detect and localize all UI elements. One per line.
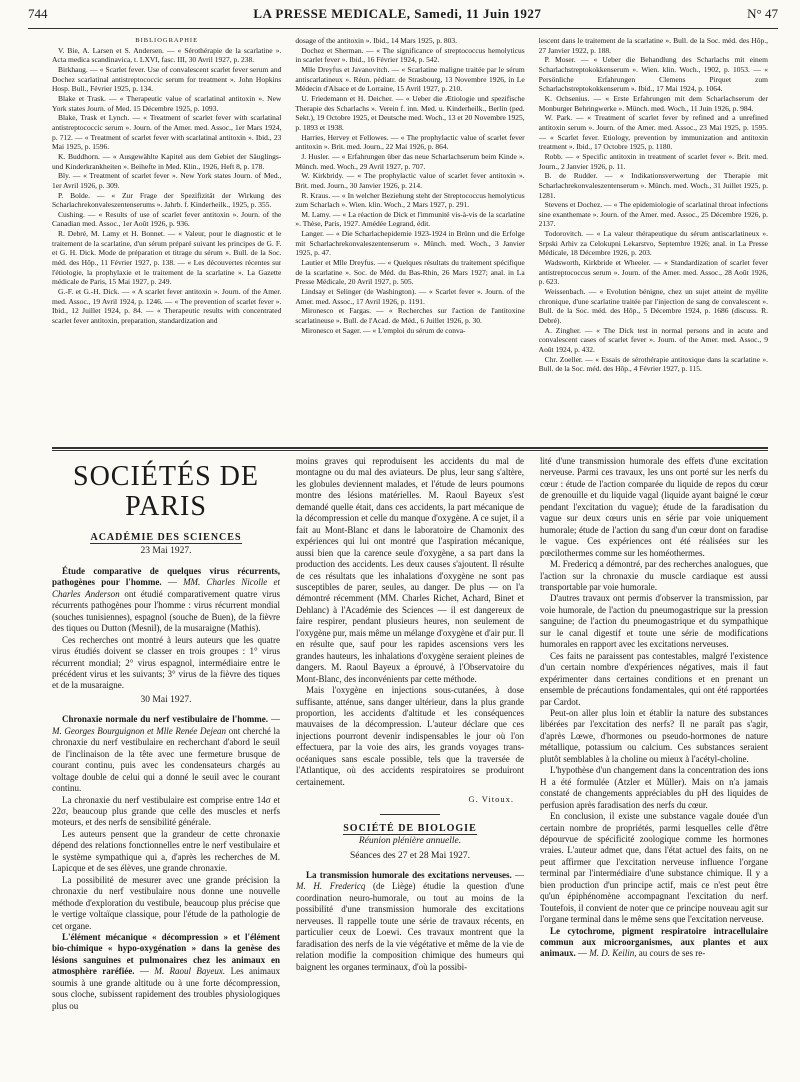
bibliography-list-1 [52,46,281,326]
bibliography-entry: P. Bolde. — « Zur Frage der Spezifizität der Wirkung des Scharlachrekonvaleszentenserums ». Jahrb. f. Kinderheilk., 1925, p. 355. [52,190,282,210]
societes-column-2 [296,456,524,1076]
article-title: Le cytochrome, pigment respiratoire intracellulaire commun aux microorganismes, aux plantes et aux animaux. [540,925,768,959]
section-divider [52,447,768,449]
bibliography-entry: J. Husler. — « Erfahrungen über das neue Scharlachserum beim Kinde ». Münch. med. Woch., 29 Avril 1927, p. 707. [295,151,525,171]
article-title: Étude comparative de quelques virus récurrents, pathogènes pour l'homme. [52,565,280,588]
bibliography-entry: Bly. — « Treatment of scarlet fever ». New York states Journ. of Med., 1er Avril 1926, p. 309. [52,171,282,190]
article-authors: M. Raoul Bayeux. [154,966,226,977]
article-paragraph: Mais l'oxygène en injections sous-cutanées, à dose suffisante, atténue, sans danger ultérieur, dans la plus grande proportion, les accidents d'altitude et les conséquences mauvaises de la décompression. L'auteur déclare que ces injections pourront devenir indispensables le jour où l'on effectuera, par la voie des airs, les grands voyages trans-océaniques sans escale possible, tels que la traversée de l'Atlantique, où des accidents respiratoires se produiront certainement. [296,685,524,787]
bibliography-entry: Langer. — « Die Scharlachepidemie 1923-1924 in Brünn und die Erfolge mit Scharlachrekonvaleszentenserum ». Münch. med. Woch., 3 Janvier 1925, p. 47. [295,229,525,258]
article-paragraph: Étude comparative de quelques virus récurrents, pathogènes pour l'homme. — MM. Charles Nicolle et Charles Anderson ont étudié comparativement quatre virus récurrents pathogènes pour l'homme : virus récurrent mondial (souches tunisiennes), espagnol (souche de Buen), de la fièvre des tiques ou Dutton (Mesnil), de la musaraigne (Mathis). [52,565,280,634]
article-paragraph: lité d'une transmission humorale des effets d'une excitation nerveuse. Parmi ces travaux, les uns ont porté sur les nerfs du cœur : étude de l'action comparée du liquide de repos du cœur de grenouille et du liquide vagal (liquide ayant baigné le cœur pendant l'excitation du vague); étude de la faradisation du vague sur deux cœurs unis en série par voie uniquement humorale; étude de l'action du sang d'un cœur dont on faradise le vague. Ces expériences ont été réalisées sur les pœcilothermes comme sur les homéothermes. [540,456,768,558]
bibliography-entry: Weissenbach. — « Evolution bénigne, chez un sujet atteint de myélite chronique, d'une scarlatine traitée par l'injection de sang de convalescent ». Bull. de la Soc. méd. des Hôp., 5 Décembre 1924, p. 1686 (discuss. R. Debré). [538,287,768,326]
biologie-title: SOCIÉTÉ DE BIOLOGIE [343,822,477,834]
article-paragraph: Les auteurs pensent que la grandeur de cette chronaxie dépend des relations fonctionnelles entre le nerf vestibulaire et le système sympathique qui a, d'après les recherches de M. Lapicque et de ses élèves, une grande chronaxie. [52,828,280,874]
article-authors: M. Georges Bourguignon et Mlle Renée Dejean [52,725,227,736]
bibliography-entry: A. Zingher. — « The Dick test in normal persons and in acute and convalescent cases of scarlet fever ». Journ. of the Amer. med. Assoc., 9 Août 1924, p. 432. [538,325,768,354]
article-title: Chronaxie normale du nerf vestibulaire de l'homme. [62,714,268,725]
bibliography-title: BIBLIOGRAPHIE [135,37,199,44]
bibliography-entry: P. Moser. — « Ueber die Behandlung des Scharlachs mit einem Scharlachstreptokokkenserum ». Wien. klin. Woch., 1902, p. 1053. — « Persönliche Erfahrungen Clemens Pirquet zum Scharlachstreptokokkenserum ». Ibid., 17 Mai 1924, p. 1064. [538,55,768,94]
article-paragraph: Ces recherches ont montré à leurs auteurs que les quatre virus étudiés doivent se classer en trois groupes : 1° virus récurrent mondial; 2° virus espagnol, intermédiaire entre le précédent virus et les suivants; 3° virus de la fièvre des tiques et de la musaraigne. [52,634,280,691]
article-paragraph: D'autres travaux ont permis d'observer la transmission, par voie humorale, de l'action du pneumogastrique sur la pression sanguine; de l'action du pneumogastrique et du sympathique sur le canal digestif et toute une série de modifications humorales en rapport avec les excitations nerveuses. [540,593,768,650]
bibliography-entry: R. Debré, M. Lamy et H. Bonnet. — « Valeur, pour le diagnostic et le traitement de la scarlatine, d'un sérum préparé suivant les principes de G. F. et G. H. Dick. Mode de préparation et titrage du sérum ». Bull. de la Soc. méd. des Hôp., 11 Février 1927, p. 138. — « Les découvertes récentes sur l'étiologie, la prophylaxie et le traitement de la scarlatine ». La Gazette médicale de Paris, 15 Mai 1927, p. 249. [52,229,282,287]
article-paragraph: M. Fredericq a démontré, par des recherches analogues, que l'action sur la chronaxie du muscle cardiaque est aussi transportable par voie humorale. [540,559,768,592]
bibliography-entry: Lautier et Mlle Dreyfus. — « Quelques résultats du traitement spécifique de la scarlatine ». Soc. de Méd. du Bas-Rhin, 26 Mars 1927; anal. in La Presse Médicale, 20 Avril 1927, p. 505. [295,258,525,287]
bibliography-entry: Lindsay et Selinger (de Washington). — « Scarlet fever ». Journ. of the Amer. med. Assoc., 17 Avril 1926, p. 1191. [295,287,525,306]
bibliography-column-3 [539,36,768,444]
issue-number: N° 47 [747,6,778,21]
page-header [28,6,778,29]
bibliography-list-3 [539,36,768,374]
reunion-subtitle: Réunion plénière annuelle. [358,836,462,847]
bibliography-entry: Robb. — « Specific antitoxin in treatment of scarlet fever ». Brit. med. Journ., 2 Janvier 1926, p. 11. [538,151,768,171]
bibliography-column-2 [295,36,524,444]
bibliography-entry: dosage of the antitoxin ». Ibid., 14 Mars 1925, p. 803. [295,36,457,45]
article-paragraph: Peut-on aller plus loin et établir la nature des substances libérées par l'excitation des nerfs? Il ne paraît pas s'agir, d'après Lœwe, d'hormones ou pseudo-hormones de nature métallique, potassium ou calcium. Ces substances seraient plutôt semblables à la choline ou mieux à l'acétyl-choline. [540,707,768,764]
bibliography-entry: Dochez et Sherman. — « The significance of streptococcus hemolyticus in scarlet fever ». Ibid., 16 Février 1924, p. 542. [295,45,525,65]
article-authors: M. H. Fredericq [296,881,366,892]
bibliography-entry: V. Bie, A. Larsen et S. Andersen. — « Sérothérapie de la scarlatine ». Acta medica scandinavica, t. LXVI, fasc. III, 30 Avril 1927, p. 238. [52,45,282,65]
short-divider [380,814,440,815]
article-title: La transmission humorale des excitations nerveuses. [306,869,512,880]
article-paragraph: La transmission humorale des excitations nerveuses. — M. H. Fredericq (de Liège) étudie la question d'une coordination neuro-humorale, ou tout au moins de la possibilité d'une transmission humorale des excitations nerveuses. Il rappelle toute une série de travaux récents, en particulier ceux de Loewi. Ces travaux montrent que la faradisation des nerfs de la vie végétative et même de la vie de relation modifie la composition chimique des humeurs qui baignent les organes terminaux, d'où la possibi- [296,869,524,972]
section-divider-thin [52,450,768,451]
bibliography-entry: Mironesco et Sager. — « L'emploi du sérum de conva- [301,325,466,335]
journal-title: LA PRESSE MEDICALE, Samedi, 11 Juin 1927 [253,6,542,21]
bibliography-entry: K. Buddhorn. — « Ausgewählte Kapitel aus dem Gebiet der Säuglings- und Kinderkrankheiten ». Beihefte in Med. Klin., 1926, Heft 8, p. 178. [52,151,282,171]
bibliography-entry: B. de Rudder. — « Indikationsverwertung der Therapie mit Scharlachrekonvaleszentenserum ». Münch. med. Woch., 31 Juillet 1925, p. 1281. [538,171,768,200]
societes-section [52,456,768,1076]
bibliography-section [52,36,768,444]
bibliography-entry: Birkhaug. — « Scarlet fever. Use of convalescent scarlet fever serum and Dochez scarlatinal antistreptococcic serum for treatment ». John Hopkins Hosp. Bull., Février 1925, p. 134. [52,64,282,94]
bibliography-entry: Stevens et Dochez. — « The epidemiologie of scarlatinal throat infections sine exanthemate ». Journ. of the Amer. med. Assoc., 25 Décembre 1926, p. 2137. [538,200,768,229]
bibliography-entry: Todorovitch. — « La valeur thérapeutique du sérum antiscarlatineux ». Srpski Arhiv za Celokupni Lekarstvo, Septembre 1926; anal. in La Presse Médicale, 18 Décembre 1926, p. 203. [538,229,768,258]
article-paragraph: En conclusion, il existe une substance vagale douée d'un certain nombre de propriétés, parmi lesquelles celle d'être dépourvue de spécificité zoologique comme les hormones vraies. L'auteur admet que, dans l'état actuel des faits, on ne peut affirmer que l'excitation nerveuse influence l'organe terminal par l'intermédiaire d'une substance chimique. Il y a bien production d'un principe actif, mais ce n'est peut être qu'un épiphénomène accompagnant l'excitation du nerf. Toutefois, il convient de noter que ce principe nouveau agit sur l'organe terminal dans le même sens que l'excitation nerveuse. [540,811,768,925]
bibliography-entry: Wadsworth, Kirkbride et Wheeler. — « Standardization of scarlet fever antistreptococcus serum ». Journ. of the Amer. med. Assoc., 28 Août 1926, p. 623. [538,258,768,287]
article-paragraph: Le cytochrome, pigment respiratoire intracellulaire commun aux microorganismes, aux plantes et aux animaux. — M. D. Keilin, au cours de ses re- [540,925,768,959]
session-date: 23 Mai 1927. [140,546,192,557]
article-authors: M. D. Keilin, [589,948,637,959]
author-signature: G. Vitoux. [468,794,514,805]
article-paragraph: moins graves qui reproduisent les accidents du mal de montagne ou du mal des aviateurs. De plus, leur sang s'altère, les globules deviennent malades, et l'étude de leurs poumons montre des lésions matérielles. M. Raoul Bayeux s'est demandé quelle était, dans ces accidents, la part mécanique de la décompression et celle du manque d'oxygène. A ce sujet, il a fait au Mont-Blanc et dans le laboratoire de Chamonix des expériences qui lui ont montré que l'aspiration mécanique, aussi bien que la carence seule d'oxygène, a sa part dans la production des accidents. Les deux causes s'ajoutent. Il résulte de ces résultats que les inhalations d'oxygène ne sont pas susceptibles de parer, seules, au danger. De plus — on l'a démontré récemment (MM. Charles Richet, Achard, Binet et Dehlanc) à l'Académie des Sciences — il est dangereux de faire respirer, pendant plusieurs heures, non seulement de l'oxygène pur, mais même un mélange d'oxygène et d'air pur. Il en résulte que, sauf pour les rapides ascensions vers les grandes hauteurs, les inhalations d'oxygène seraient pleines de dangers. M. Raoul Bayeux a éprouvé, à l'Observatoire du Mont-Blanc, des inconvénients par cette méthode. [296,456,524,684]
academie-title: ACADÉMIE DES SCIENCES [90,532,242,543]
bibliography-entry: R. Kraus. — « In welcher Beziehung steht der Streptococcus hemolyticus zum Scharlach ». Wien. klin. Woch., 2 Mars 1927, p. 291. [295,190,525,210]
bibliography-column-1 [52,36,281,444]
bibliography-entry: Chr. Zoeller. — « Essais de sérothérapie antitoxique dans la scarlatine ». Bull. de la Soc. méd. des Hôp., 4 Février 1927, p. 115. [538,354,768,374]
societes-title: SOCIÉTÉS DE PARIS [73,461,259,522]
bibliography-entry: Mironesco et Fargas. — « Recherches sur l'action de l'antitoxine scarlatineuse ». Bull. de l'Acad. de Méd., 6 Juillet 1926, p. 30. [295,306,525,326]
bibliography-entry: Cushing. — « Results of use of scarlet fever antitoxin ». Journ. of the Canadian med. Assoc., 1er Août 1926, p. 936. [52,209,282,229]
session-date: Séances des 27 et 28 Mai 1927. [349,850,471,861]
article-authors: MM. Charles Nicolle et Charles Anderson [52,577,280,599]
article-paragraph: La possibilité de mesurer avec une grande précision la chronaxie du nerf vestibulaire nous donne une nouvelle méthode d'exploration du vestibule, beaucoup plus précise que le vertige voltaïque classique, pour l'étude de la pathologie de cet organe. [52,874,280,931]
article-paragraph: L'élément mécanique « décompression » et l'élément bio-chimique « hypo-oxygénation » dans la genèse des lésions sanguines et pulmonaires chez les animaux en atmosphère raréfiée. — M. Raoul Bayeux. Les animaux soumis à une grande altitude ou à une forte décompression, sous cloche, subissent rapidement des troubles physiologiques plus ou [52,931,280,1011]
bibliography-entry: Blake, Trask et Lynch. — « Treatment of scarlet fever with scarlatinal antistreptococcic serum ». Journ. of the Amer. med. Assoc., 1er Mars 1924, p. 712. — « Treatment of scarlet fever with scarlatinal antitoxin ». Ibid., 23 Mai 1925, p. 1596. [52,113,282,152]
article-paragraph: Ces faits ne paraissent pas contestables, malgré l'existence d'un certain nombre d'expériences négatives, mais il faut expérimenter dans certaines conditions et en prenant un ensemble de précautions fondamentales, qui ont été rapportées par Cardot. [540,650,768,707]
societes-column-3 [540,456,768,1076]
bibliography-entry: Blake et Trask. — « Therapeutic value of scarlatinal antitoxin ». New York states Journ. of Med. 15 Décembre 1925, p. 1093. [52,93,282,113]
article-title: L'élément mécanique « décompression » et l'élément bio-chimique « hypo-oxygénation » dans la genèse des lésions sanguines et pulmonaires chez les animaux en atmosphère raréfiée. [52,931,280,977]
bibliography-list-2 [295,36,524,335]
article-paragraph: Chronaxie normale du nerf vestibulaire de l'homme. — M. Georges Bourguignon et Mlle Renée Dejean ont cherché la chronaxie du nerf vestibulaire en recherchant d'abord le seuil de l'inclinaison de la tête avec une fermeture brusque de courant continu, puis avec les condensateurs chargés au voltage double de celui qui a donné le seuil avec le courant continu. [52,714,280,794]
bibliography-entry: G.-F. et G.-H. Dick. — « A scarlet fever antitoxin ». Journ. of the Amer. med. Assoc., 19 Avril 1924, p. 1246. — « The prevention of scarlet fever ». Ibid., 12 Juillet 1924, p. 84. — « Therapeutic results with concentrated scarlet fever antitoxin, preparation, standardization and [52,287,282,326]
bibliography-entry: Mlle Dreyfus et Javanovitch. — « Scarlatine maligne traitée par le sérum antiscarlatineux ». Réun. pédiatr. de Strasbourg, 13 Novembre 1926, in Le Médecin d'Alsace et de Lorraine, 15 Avril 1927, p. 210. [295,64,525,94]
bibliography-entry: M. Lamy. — « La réaction de Dick et l'immunité vis-à-vis de la scarlatine ». Thèse, Paris, 1927. Amédée Legrand, édit. [295,209,525,229]
bibliography-entry: W. Kirkbridy. — « The prophylactic value of scarlet fever antitoxin ». Brit. med. Journ., 30 Janvier 1926, p. 214. [295,171,525,190]
article-paragraph: La chronaxie du nerf vestibulaire est comprise entre 14σ et 22σ, beaucoup plus grande que celle des muscles et nerfs moteurs, et des nerfs de sensibilité générale. [52,794,280,828]
session-date: 30 Mai 1927. [140,694,192,705]
societes-column-1 [52,456,280,1076]
article-paragraph: L'hypothèse d'un changement dans la concentration des ions H a été formulée (Atzler et Müller). Mais on n'a jamais constaté de changements appréciables du pH des liquides de perfusion après faradisation des nerfs du cœur. [540,765,768,810]
bibliography-entry: W. Park. — « Treatment of scarlet fever by refined and a unrefined antitoxin serum ». Journ. of the Amer. med. Assoc., 23 Mai 1925, p. 1595. — « Scarlet fever. Etiology, prevention by immunization and antitoxin treatment ». Ibid., 17 Octobre 1925, p. 1180. [538,113,768,152]
page-number: 744 [28,6,48,21]
bibliography-entry: K. Ochsenius. — « Erste Erfahrungen mit dem Scharlachserum der Monburger Behringwerke ». Münch. med. Woch., 11 Juin 1926, p. 984. [538,93,768,113]
bibliography-entry: Harries, Hervey et Fellowes. — « The prophylactic value of scarlet fever antitoxin ». Brit. med. Journ., 22 Mai 1926, p. 864. [295,132,525,152]
bibliography-entry: U. Friedemann et H. Deicher. — « Ueber die Ætiologie und spezifische Therapie des Scharlachs ». Verein f. inn. Med. u. Kinderheilk., Berlin (ped. Sekt.), 19 Octobre 1925, et Deutsche med. Woch., 13 et 20 Novembre 1925, p. 1893 et 1938. [295,93,525,132]
bibliography-entry: lescent dans le traitement de la scarlatine ». Bull. de la Soc. méd. des Hôp., 27 Janvier 1922, p. 188. [538,36,768,55]
